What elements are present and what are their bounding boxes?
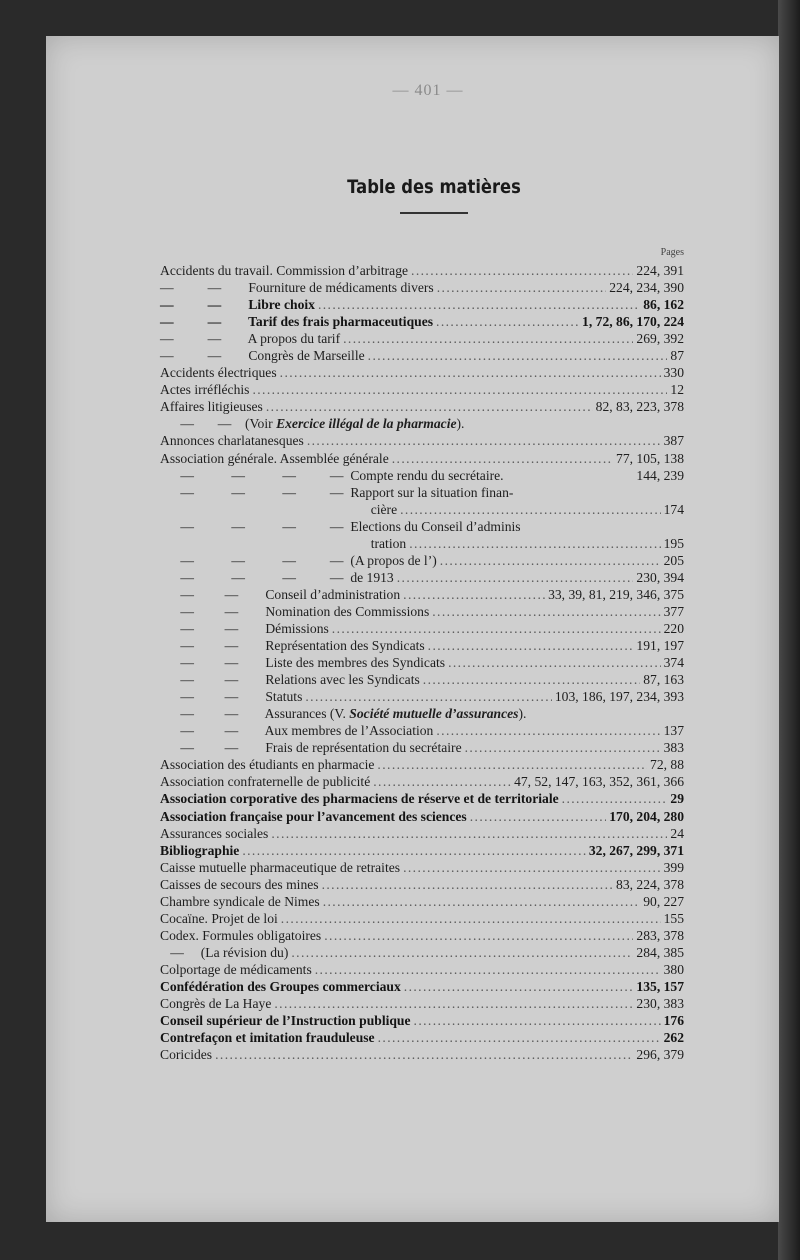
leader-dots	[436, 722, 660, 739]
entry-pages: 77, 105, 138	[616, 450, 684, 466]
entry-pages: 330	[663, 365, 684, 381]
entry-text: — — — — Compte rendu du secrétaire.	[160, 467, 504, 483]
entry-pages: 72, 88	[650, 757, 684, 773]
entry-pages: 230, 383	[636, 996, 684, 1012]
entry-text: Actes irréfléchis	[160, 382, 250, 398]
index-entry	[160, 467, 684, 484]
entry-pages: 220	[663, 620, 684, 636]
entry-text: — — Libre choix	[160, 297, 315, 313]
index-entry	[160, 842, 684, 859]
index-entry	[160, 415, 684, 432]
entry-pages: 399	[663, 859, 684, 875]
index-entry	[160, 910, 684, 927]
entry-pages: 144, 239	[636, 467, 684, 483]
leader-dots	[437, 279, 607, 296]
leader-dots	[436, 313, 579, 330]
leader-dots	[252, 381, 667, 398]
index-entry	[160, 364, 684, 381]
index-entry	[160, 330, 684, 347]
page-number: — 401 —	[392, 82, 464, 99]
entry-text: Contrefaçon et imitation frauduleuse	[160, 1030, 375, 1046]
entry-text: — — Fourniture de médicaments divers	[160, 280, 434, 296]
entry-text: — — — — Elections du Conseil d’adminis	[160, 518, 521, 534]
leader-dots	[242, 842, 586, 859]
leader-dots	[271, 825, 667, 842]
index-entry	[160, 995, 684, 1012]
entry-pages: 86, 162	[643, 297, 684, 313]
leader-dots	[324, 927, 633, 944]
entry-text: Association des étudiants en pharmacie	[160, 757, 375, 773]
entry-pages: 103, 186, 197, 234, 393	[554, 689, 684, 705]
entry-text: Annonces charlatanesques	[160, 433, 304, 449]
entry-pages: 87	[670, 348, 684, 364]
entry-text: Coricides	[160, 1047, 213, 1063]
entry-pages: 82, 83, 223, 378	[595, 399, 684, 415]
leader-dots	[397, 569, 634, 586]
leader-dots	[281, 910, 661, 927]
leader-dots	[323, 893, 641, 910]
entry-text: — — — — de 1913	[160, 569, 394, 585]
index-entry	[160, 603, 684, 620]
leader-dots	[414, 1012, 661, 1029]
entry-pages: 137	[663, 723, 684, 739]
index-entry	[160, 654, 684, 671]
entry-text: Association française pour l’avancement des sciences	[160, 808, 467, 824]
index-entry	[160, 450, 684, 467]
entry-text: Association générale. Assemblée générale	[160, 450, 389, 466]
entry-text: Caisse mutuelle pharmaceutique de retraites	[160, 859, 401, 875]
entry-text: Association confraternelle de publicité	[160, 774, 371, 790]
entry-pages: 230, 394	[636, 569, 684, 585]
index-entry	[160, 398, 684, 415]
entry-pages: 205	[663, 552, 684, 568]
leader-dots	[409, 535, 660, 552]
index-entry	[160, 262, 684, 279]
entry-pages: 262	[663, 1030, 684, 1046]
entry-pages: 284, 385	[636, 944, 684, 960]
entry-text: — — Aux membres de l’Association	[160, 723, 434, 739]
index-entry	[160, 586, 684, 603]
entry-pages: 33, 39, 81, 219, 346, 375	[548, 586, 684, 602]
index-entry	[160, 1029, 684, 1046]
leader-dots	[307, 432, 661, 449]
index-entry	[160, 484, 684, 501]
leader-dots	[322, 876, 613, 893]
index-entry	[160, 637, 684, 654]
leader-dots	[291, 944, 633, 961]
leader-dots	[403, 586, 545, 603]
entry-text: — — Liste des membres des Syndicats	[160, 655, 446, 671]
index-entry	[160, 808, 684, 825]
entry-text: — — Tarif des frais pharmaceutiques	[160, 314, 434, 330]
index-entry	[160, 688, 684, 705]
index-entry	[160, 790, 684, 807]
entry-text: — — A propos du tarif	[160, 331, 341, 347]
entry-text: Association corporative des pharmaciens de réserve et de territoriale	[160, 791, 559, 807]
entry-pages: 32, 267, 299, 371	[588, 842, 684, 858]
index-entry	[160, 552, 684, 569]
index-entry	[160, 859, 684, 876]
entry-text: tration	[160, 535, 407, 551]
index-entry	[160, 825, 684, 842]
index-entry	[160, 381, 684, 398]
leader-dots	[368, 347, 668, 364]
leader-dots	[343, 330, 633, 347]
leader-dots	[373, 773, 511, 790]
entry-text: — — Représentation des Syndicats	[160, 638, 425, 654]
entry-text: Codex. Formules obligatoires	[160, 927, 322, 943]
leader-dots	[440, 552, 661, 569]
index-entry	[160, 535, 684, 552]
entry-text: Accidents électriques	[160, 365, 277, 381]
entry-pages: 374	[663, 655, 684, 671]
index-entry	[160, 432, 684, 449]
index-entry	[160, 1046, 684, 1063]
entry-text: — — — — (A propos de l’)	[160, 552, 437, 568]
entry-pages: 87, 163	[643, 672, 684, 688]
index-entry	[160, 705, 684, 722]
index-entry	[160, 978, 684, 995]
index-entry	[160, 347, 684, 364]
entry-text: Caisses de secours des mines	[160, 876, 319, 892]
entry-text: Congrès de La Haye	[160, 996, 272, 1012]
index-entry	[160, 773, 684, 790]
entry-pages: 269, 392	[636, 331, 684, 347]
entry-pages: 83, 224, 378	[616, 876, 684, 892]
entry-text: Accidents du travail. Commission d’arbitrage	[160, 263, 409, 278]
entry-pages: 176	[663, 1013, 684, 1029]
index-entry	[160, 876, 684, 893]
entry-pages: 12	[670, 382, 684, 398]
entry-pages: 387	[663, 433, 684, 449]
entry-pages: 170, 204, 280	[609, 808, 684, 824]
entry-text: — — Assurances (V. Société mutuelle d’assurances).	[160, 706, 527, 722]
index-entries	[160, 262, 684, 1063]
index-entry	[160, 501, 684, 518]
entry-text: — — — — Rapport sur la situation finan-	[160, 484, 514, 500]
entry-pages: 47, 52, 147, 163, 352, 361, 366	[514, 774, 684, 790]
entry-text: — — Congrès de Marseille	[160, 348, 365, 364]
index-entry	[160, 518, 684, 535]
entry-text: Bibliographie	[160, 842, 240, 858]
entry-text: Confédération des Groupes commerciaux	[160, 978, 401, 994]
entry-pages: 195	[663, 535, 684, 551]
entry-pages: 29	[670, 791, 684, 807]
entry-text: — — Relations avec les Syndicats	[160, 672, 420, 688]
entry-pages: 377	[663, 603, 684, 619]
entry-text: Colportage de médicaments	[160, 961, 312, 977]
pages-column-header: Pages	[660, 247, 684, 258]
index-entry	[160, 927, 684, 944]
entry-text: Affaires litigieuses	[160, 399, 263, 415]
index-entry	[160, 739, 684, 756]
entry-pages: 155	[663, 910, 684, 926]
leader-dots	[332, 620, 661, 637]
leader-dots	[266, 398, 593, 415]
leader-dots	[404, 978, 634, 995]
entry-pages: 296, 379	[636, 1047, 684, 1063]
entry-pages: 1, 72, 86, 170, 224	[582, 314, 684, 330]
entry-text: — — (Voir Exercice illégal de la pharmacie).	[160, 416, 465, 432]
leader-dots	[378, 1029, 661, 1046]
leader-dots	[305, 688, 551, 705]
leader-dots	[448, 654, 661, 671]
index-entry	[160, 620, 684, 637]
entry-pages: 224, 391	[636, 263, 684, 278]
index-entry	[160, 671, 684, 688]
index-entry	[160, 961, 684, 978]
entry-pages: 191, 197	[636, 638, 684, 654]
entry-pages: 383	[663, 740, 684, 756]
entry-text: Chambre syndicale de Nimes	[160, 893, 320, 909]
entry-text: Cocaïne. Projet de loi	[160, 910, 278, 926]
entry-pages: 24	[670, 825, 684, 841]
leader-dots	[318, 296, 640, 313]
entry-pages: 174	[663, 501, 684, 517]
entry-pages: 90, 227	[643, 893, 684, 909]
entry-text: — — Démissions	[160, 620, 329, 636]
title-rule	[400, 212, 468, 214]
leader-dots	[562, 790, 668, 807]
entry-text: — — Nomination des Commissions	[160, 603, 430, 619]
index-entry	[160, 756, 684, 773]
entry-pages: 380	[663, 961, 684, 977]
leader-dots	[403, 859, 661, 876]
index-entry	[160, 944, 684, 961]
leader-dots	[215, 1046, 633, 1063]
index-entry	[160, 313, 684, 330]
entry-text: Assurances sociales	[160, 825, 269, 841]
leader-dots	[392, 450, 613, 467]
entry-pages: 135, 157	[636, 978, 684, 994]
entry-text: — — Frais de représentation du secrétaire	[160, 740, 462, 756]
leader-dots	[274, 995, 633, 1012]
entry-text: Conseil supérieur de l’Instruction publique	[160, 1013, 411, 1029]
leader-dots	[400, 501, 661, 518]
leader-dots	[432, 603, 660, 620]
leader-dots	[377, 756, 647, 773]
entry-text: cière	[160, 501, 398, 517]
leader-dots	[428, 637, 634, 654]
index-entry	[160, 569, 684, 586]
entry-pages: 283, 378	[636, 927, 684, 943]
leader-dots	[465, 739, 661, 756]
leader-dots	[280, 364, 661, 381]
entry-text: — (La révision du)	[160, 944, 289, 960]
leader-dots	[315, 961, 661, 978]
index-entry	[160, 722, 684, 739]
page-title: Table des matières	[347, 176, 521, 198]
index-entry	[160, 296, 684, 313]
index-entry	[160, 1012, 684, 1029]
entry-text: — — Statuts	[160, 689, 303, 705]
entry-pages: 224, 234, 390	[609, 280, 684, 296]
index-entry	[160, 279, 684, 296]
leader-dots	[423, 671, 640, 688]
entry-text: — — Conseil d’administration	[160, 586, 401, 602]
index-entry	[160, 893, 684, 910]
leader-dots	[470, 808, 607, 825]
leader-dots	[411, 262, 633, 279]
